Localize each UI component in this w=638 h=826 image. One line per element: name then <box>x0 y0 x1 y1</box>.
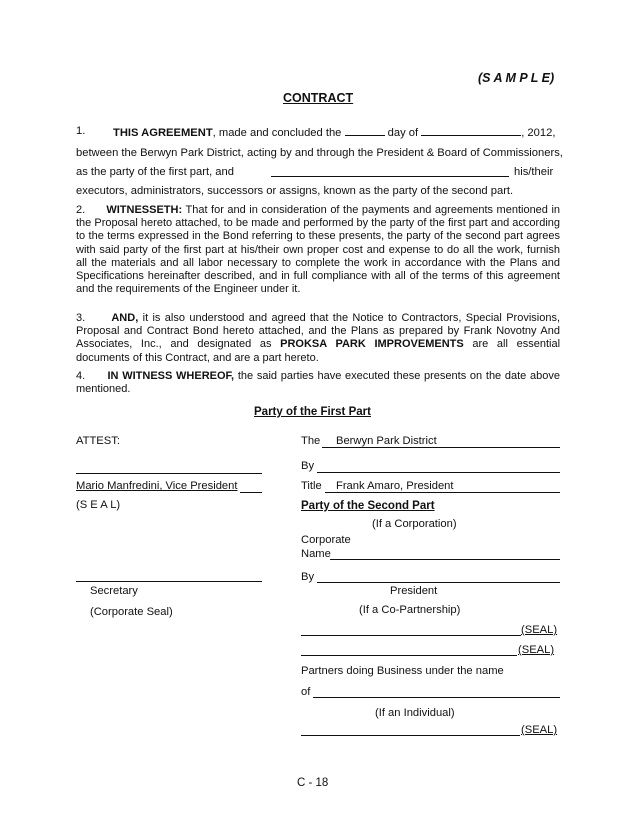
p1-line-1-body <box>113 125 555 139</box>
if-corporation: (If a Corporation) <box>372 518 457 530</box>
p2-text: That for and in consideration of the payments and agreements mentioned in the Proposal hereto attached, to be made and performed by the party of the first part and according to the terms expressed in the Bond referring to these presents, the party of the second part agrees with said party of the first part at his/their own proper cost and expense to do all the work, furnish all the materials and all labor necessary to complete the work in accordance with the Plans and Specifications hereinafter described, and in full compliance with all of the terms of this agreement and the requirements of the Engineer under it. <box>76 204 561 296</box>
attest-seal: (S E A L) <box>76 499 121 511</box>
attest-signature-line <box>76 473 262 474</box>
if-copartnership: (If a Co-Partnership) <box>359 604 461 616</box>
attest-signer: Mario Manfredini, Vice President <box>76 480 238 492</box>
partner-line-2 <box>301 655 517 656</box>
by-label-1: By <box>301 460 315 472</box>
p3-text-2: are all essential documents of this Contract, and are a part hereto. <box>76 338 561 364</box>
p1-text-3: , 2012, <box>521 127 556 139</box>
p4-lead: IN WITNESS WHEREOF, <box>107 370 235 382</box>
the-line <box>322 447 560 448</box>
page-number: C - 18 <box>297 777 329 789</box>
p1-number: 1. <box>76 125 86 137</box>
p1-line-1 <box>76 125 85 137</box>
name-label: Name <box>301 548 331 560</box>
page-title: CONTRACT <box>283 91 354 105</box>
p3-text-1: it is also understood and agreed that the Notice to Contractors, Special Provisions, Proposal and Contract Bond hereto attached, and the Plans as prepared by Frank Novotny And Associates, Inc., and designated as <box>76 312 560 351</box>
by-line-1 <box>317 472 560 473</box>
corporate-label: Corporate <box>301 534 351 546</box>
sample-label: (S A M P L E) <box>478 71 555 85</box>
the-label: The <box>301 435 321 447</box>
seal-2: (SEAL) <box>518 644 555 656</box>
secretary-signature-line <box>76 581 262 582</box>
p4-paragraph <box>76 370 560 396</box>
of-label: of <box>301 686 311 698</box>
seal-1: (SEAL) <box>521 624 558 636</box>
p1-line-2: between the Berwyn Park District, acting by and through the President & Board of Commissioners, <box>76 147 563 159</box>
p3-paragraph <box>76 312 560 365</box>
by-line-2 <box>317 582 560 583</box>
day-blank <box>345 125 385 136</box>
partners-text: Partners doing Business under the name <box>301 665 504 677</box>
first-party-heading: Party of the First Part <box>254 406 371 418</box>
p1-lead: THIS AGREEMENT <box>113 127 213 139</box>
p1-text-2: day of <box>387 127 419 139</box>
second-party-name-line <box>271 176 509 177</box>
project-name: PROKSA PARK IMPROVEMENTS <box>280 338 464 351</box>
the-value: Berwyn Park District <box>336 435 437 447</box>
p1-line-3b: his/their <box>514 166 554 178</box>
p4-number: 4. <box>76 370 86 382</box>
p2-number: 2. <box>76 204 86 216</box>
p2-lead: WITNESSETH: <box>106 204 183 216</box>
attest-label: ATTEST: <box>76 435 120 447</box>
title-value: Frank Amaro, President <box>336 480 454 492</box>
p1-line-4: executors, administrators, successors or assigns, known as the party of the second part. <box>76 185 514 197</box>
p1-text-1: , made and concluded the <box>212 127 342 139</box>
corporate-name-line <box>330 559 560 560</box>
business-name-line <box>313 697 560 698</box>
title-label: Title <box>301 480 322 492</box>
secretary-label: Secretary <box>90 585 138 597</box>
by-label-2: By <box>301 571 315 583</box>
individual-line <box>301 735 520 736</box>
p2-paragraph <box>76 204 560 296</box>
corporate-seal-label: (Corporate Seal) <box>90 606 173 618</box>
title-line <box>325 492 560 493</box>
if-individual: (If an Individual) <box>375 707 455 719</box>
seal-3: (SEAL) <box>521 724 558 736</box>
second-party-heading: Party of the Second Part <box>301 500 435 512</box>
partner-line-1 <box>301 635 521 636</box>
month-blank <box>421 125 521 136</box>
president-label: President <box>390 585 438 597</box>
p3-number: 3. <box>76 312 86 324</box>
p3-lead: AND, <box>111 312 139 324</box>
p1-line-3a: as the party of the first part, and <box>76 166 234 178</box>
p4-text: the said parties have executed these presents on the date above mentioned. <box>76 370 560 396</box>
attest-signer-line-tail <box>240 492 262 493</box>
